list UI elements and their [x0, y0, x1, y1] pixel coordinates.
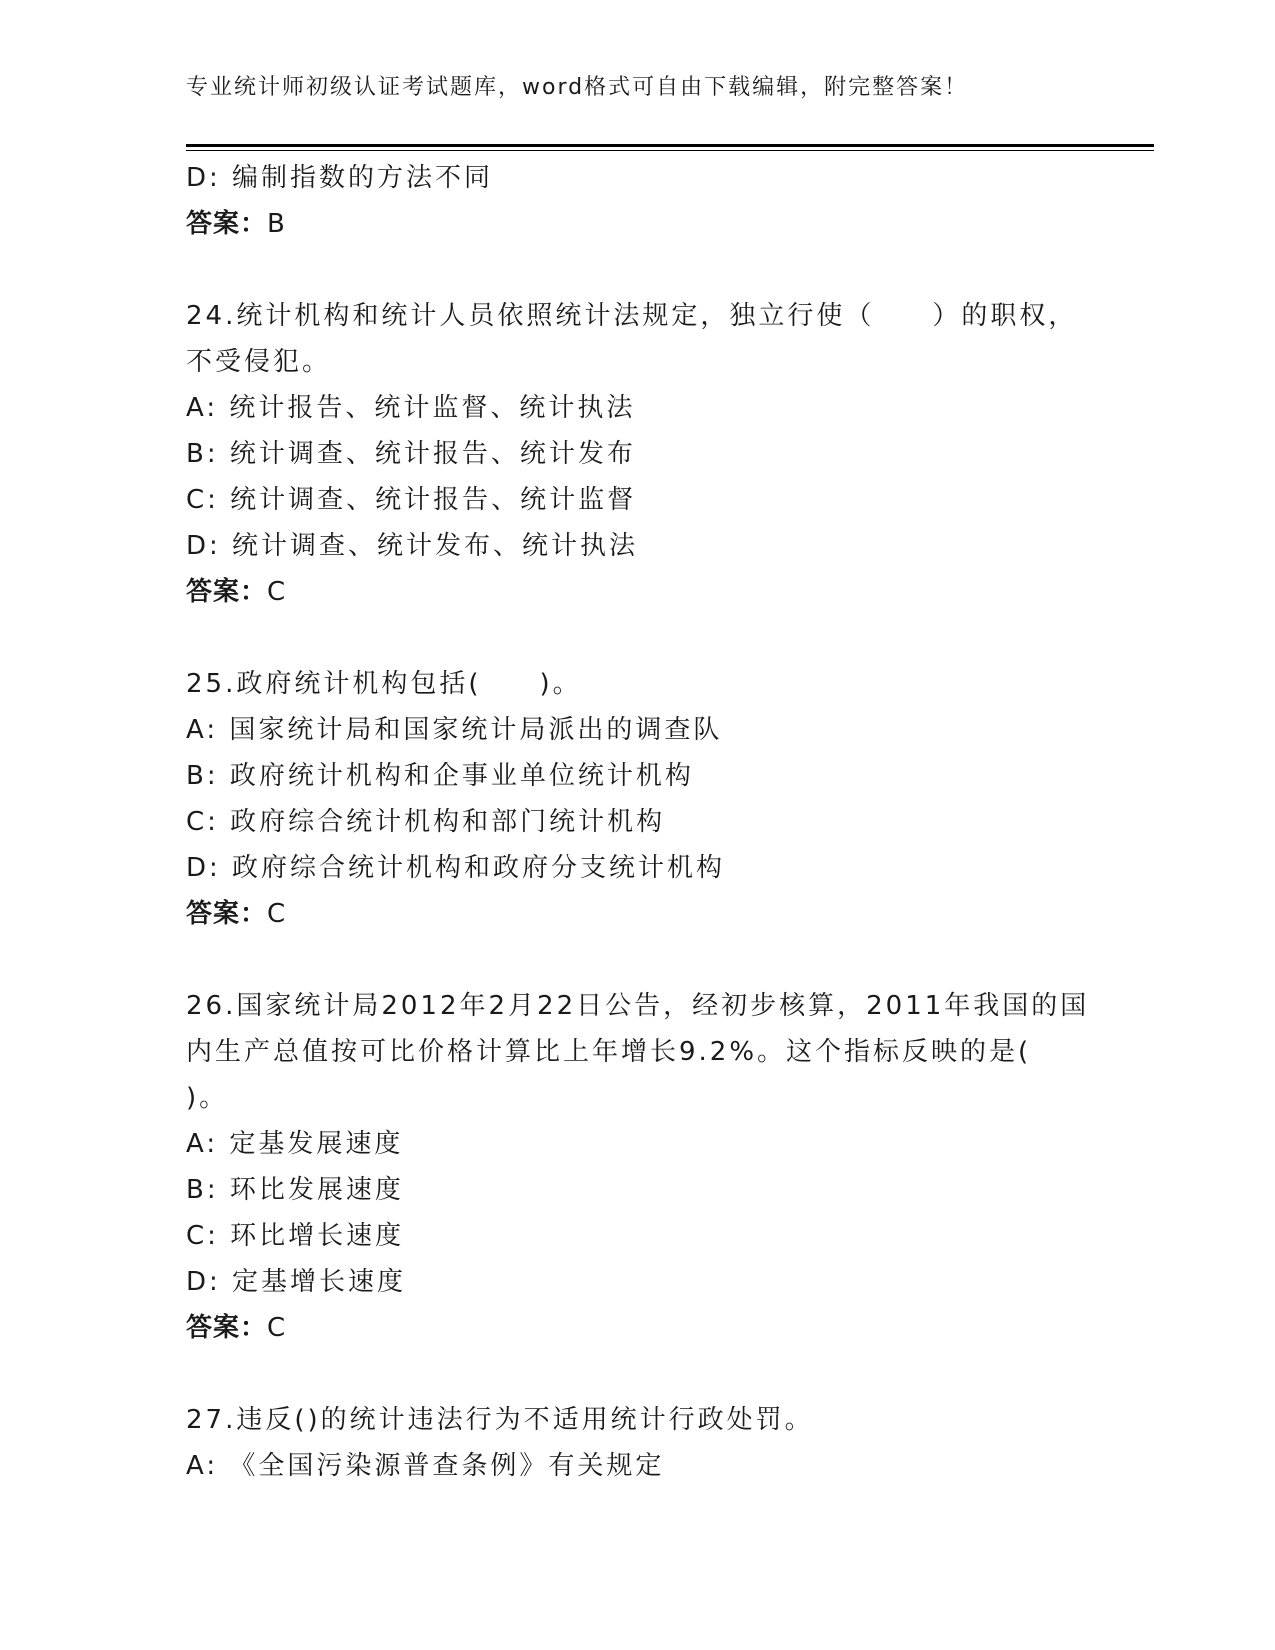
question-stem: 24.统计机构和统计人员依照统计法规定，独立行使（ ）的职权， — [186, 301, 1078, 331]
option-d: D: 统计调查、统计发布、统计执法 — [186, 531, 639, 561]
document-body — [186, 155, 1146, 1489]
option-d: D: 政府综合统计机构和政府分支统计机构 — [186, 853, 726, 883]
option-a: A: 定基发展速度 — [186, 1129, 404, 1159]
answer — [186, 1305, 1146, 1351]
option-a: A: 国家统计局和国家统计局派出的调查队 — [186, 715, 723, 745]
option-a: A: 统计报告、统计监督、统计执法 — [186, 393, 636, 423]
header-rule-thick — [186, 144, 1154, 147]
option-a: A: 《全国污染源普查条例》有关规定 — [186, 1451, 665, 1481]
answer-label: 答案： — [186, 899, 268, 929]
answer-label: 答案： — [186, 1313, 268, 1343]
question-stem: 25.政府统计机构包括( )。 — [186, 669, 582, 699]
answer-value: C — [267, 1313, 287, 1343]
option-b: B: 环比发展速度 — [186, 1175, 404, 1205]
option-d: D: 编制指数的方法不同 — [186, 163, 494, 193]
option-b: B: 政府统计机构和企事业单位统计机构 — [186, 761, 694, 791]
option-d: D: 定基增长速度 — [186, 1267, 407, 1297]
page-header: 专业统计师初级认证考试题库，word格式可自由下载编辑，附完整答案！ — [186, 75, 969, 100]
question-stem: 27.违反()的统计违法行为不适用统计行政处罚。 — [186, 1405, 814, 1435]
question-stem-continued: )。 — [186, 1083, 229, 1113]
answer-label: 答案： — [186, 577, 268, 607]
question-stem-continued: 不受侵犯。 — [186, 347, 332, 377]
option-c: C: 政府综合统计机构和部门统计机构 — [186, 807, 666, 837]
answer-value: B — [267, 209, 286, 239]
option-c: C: 环比增长速度 — [186, 1221, 405, 1251]
answer-value: C — [267, 899, 287, 929]
answer — [186, 891, 1146, 937]
question-stem: 26.国家统计局2012年2月22日公告，经初步核算，2011年我国的国 — [186, 991, 1090, 1021]
answer-label: 答案： — [186, 209, 268, 239]
header-rule-thin — [186, 150, 1154, 151]
option-b: B: 统计调查、统计报告、统计发布 — [186, 439, 636, 469]
answer — [186, 569, 1146, 615]
answer — [186, 201, 1146, 247]
answer-value: C — [267, 577, 287, 607]
question-stem-continued: 内生产总值按可比价格计算比上年增长9.2%。这个指标反映的是( — [186, 1037, 1032, 1067]
option-c: C: 统计调查、统计报告、统计监督 — [186, 485, 637, 515]
